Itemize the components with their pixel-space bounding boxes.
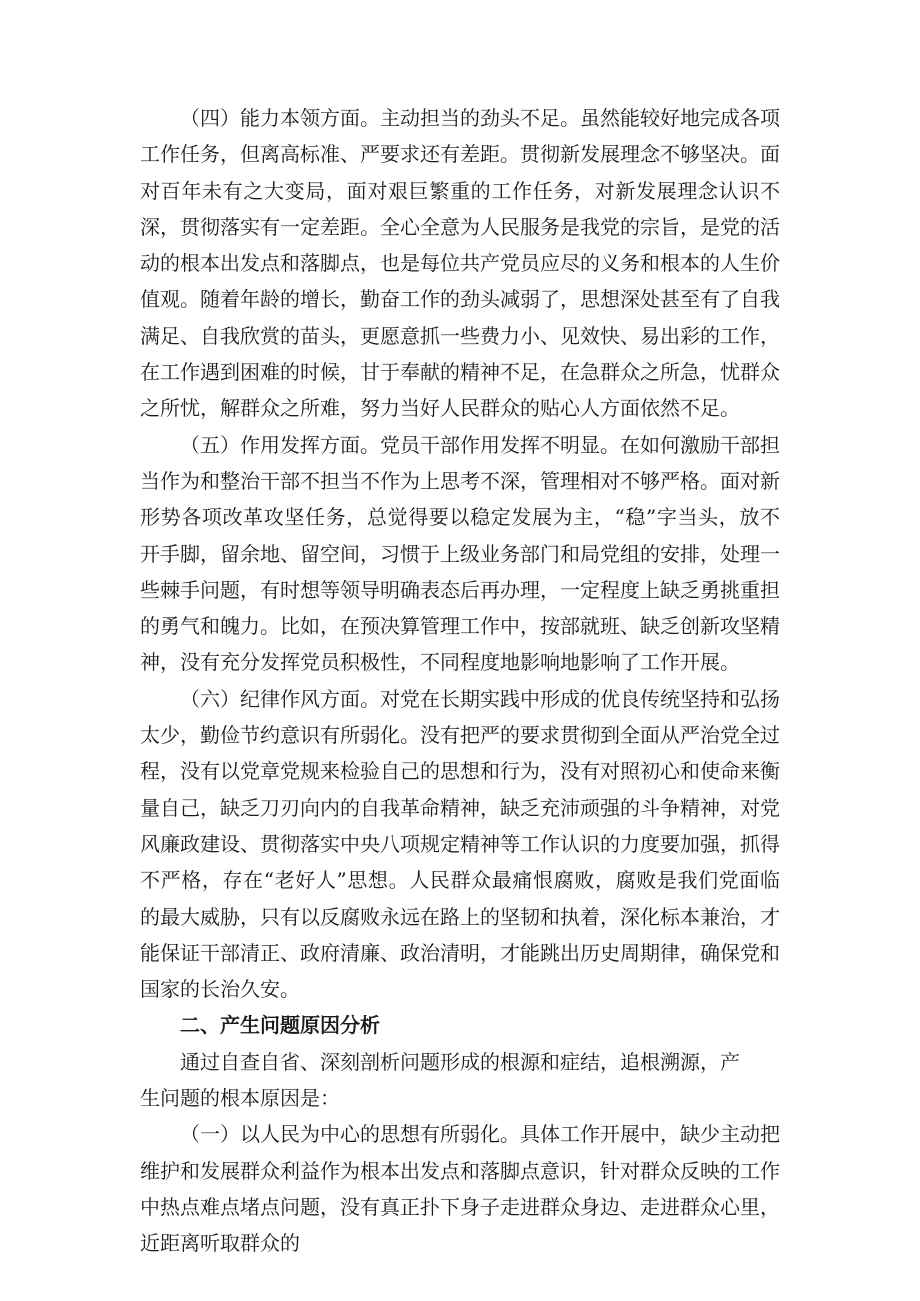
paragraph-ability: （四）能力本领方面。主动担当的劲头不足。虽然能较好地完成各项工作任务，但离高标准、严要求还有差距。贯彻新发展理念不够坚决。面对百年未有之大变局，面对艰巨繁重的工作任务，对新发展理念认识不深，贯彻落实有一定差距。全心全意为人民服务是我党的宗旨，是党的活动的根本出发点和落脚点，也是每位共产党员应尽的义务和根本的人生价值观。随着年龄的增长，勤奋工作的劲头减弱了，思想深处甚至有了自我满足、自我欣赏的苗头，更愿意抓一些费力小、见效快、易出彩的工作，在工作遇到困难的时候，甘于奉献的精神不足，在急群众之所急，忧群众之所忧，解群众之所难，努力当好人民群众的贴心人方面依然不足。 <box>140 106 780 421</box>
paragraph-discipline: （六）纪律作风方面。对党在长期实践中形成的优良传统坚持和弘扬太少，勤俭节约意识有所弱化。没有把严的要求贯彻到全面从严治党全过程，没有以党章党规来检验自己的思想和行为，没有对照初心和使命来衡量自己，缺乏刀刃向内的自我革命精神，缺乏充沛顽强的斗争精神，对党风廉政建设、贯彻落实中央八项规定精神等工作认识的力度要加强，抓得不严格，存在“老好人”思想。人民群众最痛恨腐败，腐败是我们党面临的最大威胁，只有以反腐败永远在路上的坚韧和执着，深化标本兼治，才能保证干部清正、政府清廉、政治清明，才能跳出历史周期律，确保党和国家的长治久安。 <box>140 686 780 1002</box>
section-heading-cause-analysis: 二、产生问题原因分析 <box>180 1013 380 1038</box>
paragraph-role: （五）作用发挥方面。党员干部作用发挥不明显。在如何激励干部担当作为和整治干部不担当不作为上思考不深，管理相对不够严格。面对新形势各项改革攻坚任务，总觉得要以稳定发展为主，“稳”字当头，放不开手脚，留余地、留空间，习惯于上级业务部门和局党组的安排，处理一些棘手问题，有时想等领导明确表态后再办理，一定程度上缺乏勇挑重担的勇气和魄力。比如，在预决算管理工作中，按部就班、缺乏创新攻坚精神，没有充分发挥党员积极性，不同程度地影响地影响了工作开展。 <box>140 432 780 675</box>
paragraph-cause-1: （一）以人民为中心的思想有所弱化。具体工作开展中，缺少主动把维护和发展群众利益作为根本出发点和落脚点意识，针对群众反映的工作中热点难点堵点问题，没有真正扑下身子走进群众身边、走进群众心里，近距离听取群众的 <box>140 1122 780 1256</box>
paragraph-intro: 通过自查自省、深刻剖析问题形成的根源和症结，追根溯源，产生问题的根本原因是： <box>140 1049 740 1111</box>
document-body <box>140 100 780 1262</box>
